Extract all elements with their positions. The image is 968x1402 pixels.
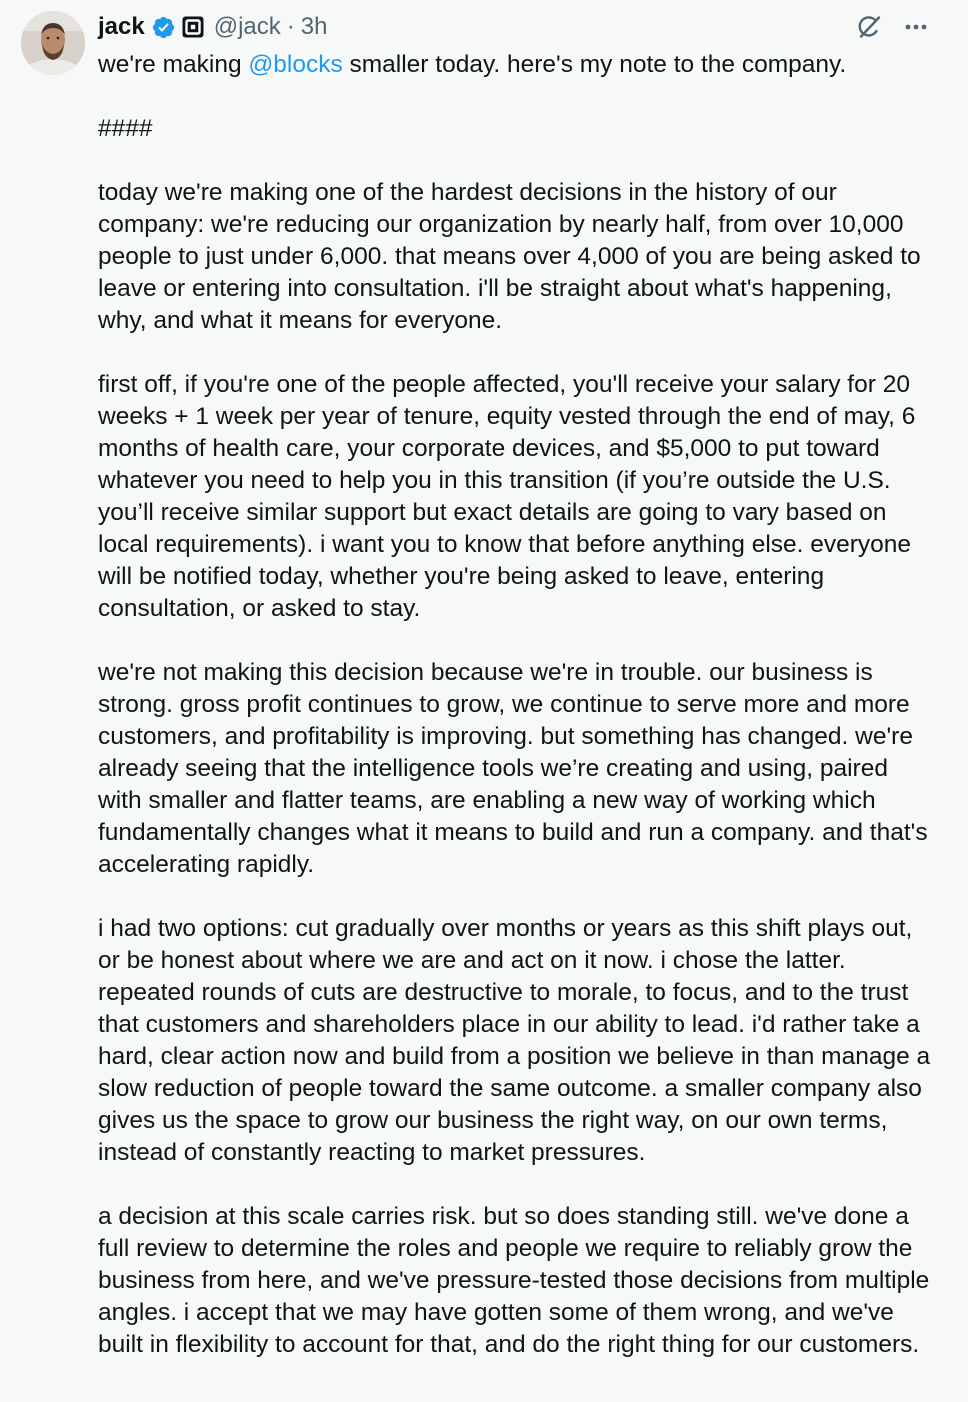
tweet-paragraph: i had two options: cut gradually over months or years as this shift plays out, or be honest about where we are and act on it now. i chose the latter. repeated rounds of cuts are destructive to morale, to focus, and to the trust that customers and shareholders place in our ability to lead. i'd rather take a hard, clear action now and build from a position we believe in than manage a slow reduction of people toward the same outcome. a smaller company also gives us the space to grow our business the right way, on our own terms, instead of constantly reacting to market pressures. [98,915,931,1166]
tweet-header [98,9,327,45]
intro-text-after: smaller today. here's my note to the company. [342,51,847,78]
verified-badge-icon[interactable] [151,15,176,40]
tweet-paragraph: today we're making one of the hardest decisions in the history of our company: we're reducing our organization by nearly half, from over 10,000 people to just under 6,000. that means over 4,000 of you are being asked to leave or entering into consultation. i'll be straight about what's happening, why, and what it means for everyone. [98,179,921,334]
block-affiliation-icon[interactable] [182,16,204,38]
mention-link[interactable]: @blocks [248,51,343,78]
tweet-actions [854,12,930,42]
tweet-paragraph: we're not making this decision because we're in trouble. our business is strong. gross profit continues to grow, we continue to serve more and more customers, and profitability is improving. but something has changed. we're already seeing that the intelligence tools we’re creating and using, paired with smaller and flatter teams, are enabling a new way of working which fundamentally changes what it means to build and run a company. and that's accelerating rapidly. [98,659,928,878]
header-separator: · [286,13,295,40]
author-handle[interactable]: @jack [213,13,281,40]
author-name[interactable]: jack [98,13,145,40]
timestamp[interactable]: 3h [300,13,328,40]
tweet-paragraph: a decision at this scale carries risk. but so does standing still. we've done a full review to determine the roles and people we require to reliably grow the business from here, and we've pressure-tested those decisions from multiple angles. i accept that we may have gotten some of them wrong, and we've built in flexibility to account for that, and do the right thing for our customers. [98,1203,930,1358]
tweet-text [98,49,938,1393]
grok-icon[interactable] [854,12,884,42]
avatar[interactable] [21,11,85,75]
tweet-divider: #### [98,115,153,142]
avatar-image [21,11,85,75]
more-options-icon[interactable] [902,13,930,41]
tweet-paragraph: first off, if you're one of the people affected, you'll receive your salary for 20 weeks + 1 week per year of tenure, equity vested through the end of may, 6 months of health care, your corporate devices, and $5,000 to put toward whatever you need to help you in this transition (if you’re outside the U.S. you’ll receive similar support but exact details are going to vary based on local requirements). i want you to know that before anything else. everyone will be notified today, whether you're being asked to leave, entering consultation, or asked to stay. [98,371,916,622]
intro-text-before: we're making [98,51,249,78]
tweet-intro [98,49,938,81]
